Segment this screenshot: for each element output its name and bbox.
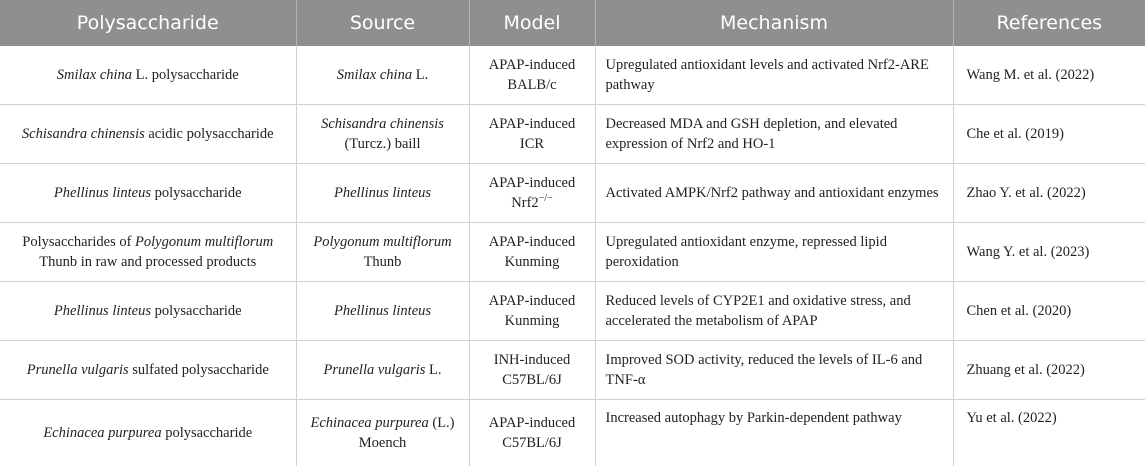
cell-reference[interactable]: Chen et al. (2020) bbox=[953, 282, 1145, 341]
cell-polysaccharide: Polysaccharides of Polygonum multiflorum Thunb in raw and processed products bbox=[0, 223, 296, 282]
table-row bbox=[0, 46, 1145, 105]
cell-reference[interactable]: Wang M. et al. (2022) bbox=[953, 46, 1145, 105]
cell-polysaccharide: Phellinus linteus polysaccharide bbox=[0, 164, 296, 223]
table-row bbox=[0, 400, 1145, 466]
cell-polysaccharide: Echinacea purpurea polysaccharide bbox=[0, 400, 296, 466]
table-row bbox=[0, 105, 1145, 164]
cell-model: APAP-induced Kunming bbox=[469, 223, 595, 282]
cell-mechanism: Decreased MDA and GSH depletion, and elevated expression of Nrf2 and HO-1 bbox=[595, 105, 953, 164]
cell-model: APAP-induced Nrf2−/− bbox=[469, 164, 595, 223]
cell-model: INH-induced C57BL/6J bbox=[469, 341, 595, 400]
cell-reference[interactable]: Zhao Y. et al. (2022) bbox=[953, 164, 1145, 223]
cell-polysaccharide: Smilax china L. polysaccharide bbox=[0, 46, 296, 105]
table-row bbox=[0, 282, 1145, 341]
cell-polysaccharide: Prunella vulgaris sulfated polysaccharide bbox=[0, 341, 296, 400]
cell-source: Phellinus linteus bbox=[296, 164, 469, 223]
cell-source: Schisandra chinensis (Turcz.) baill bbox=[296, 105, 469, 164]
cell-mechanism: Upregulated antioxidant enzyme, repressed lipid peroxidation bbox=[595, 223, 953, 282]
cell-model: APAP-induced BALB/c bbox=[469, 46, 595, 105]
cell-mechanism: Increased autophagy by Parkin-dependent pathway bbox=[595, 400, 953, 466]
header-references: References bbox=[953, 0, 1145, 46]
table-row bbox=[0, 341, 1145, 400]
cell-model: APAP-induced Kunming bbox=[469, 282, 595, 341]
header-source: Source bbox=[296, 0, 469, 46]
cell-source: Prunella vulgaris L. bbox=[296, 341, 469, 400]
cell-mechanism: Reduced levels of CYP2E1 and oxidative stress, and accelerated the metabolism of APAP bbox=[595, 282, 953, 341]
header-model: Model bbox=[469, 0, 595, 46]
cell-reference[interactable]: Che et al. (2019) bbox=[953, 105, 1145, 164]
header-mechanism: Mechanism bbox=[595, 0, 953, 46]
cell-mechanism: Upregulated antioxidant levels and activated Nrf2-ARE pathway bbox=[595, 46, 953, 105]
table-row bbox=[0, 223, 1145, 282]
cell-model: APAP-induced C57BL/6J bbox=[469, 400, 595, 466]
cell-reference[interactable]: Yu et al. (2022) bbox=[953, 400, 1145, 466]
cell-mechanism: Activated AMPK/Nrf2 pathway and antioxidant enzymes bbox=[595, 164, 953, 223]
cell-model: APAP-induced ICR bbox=[469, 105, 595, 164]
cell-source: Polygonum multiflorum Thunb bbox=[296, 223, 469, 282]
table-header-row bbox=[0, 0, 1145, 46]
cell-source: Smilax china L. bbox=[296, 46, 469, 105]
cell-polysaccharide: Phellinus linteus polysaccharide bbox=[0, 282, 296, 341]
cell-reference[interactable]: Zhuang et al. (2022) bbox=[953, 341, 1145, 400]
cell-mechanism: Improved SOD activity, reduced the levels of IL-6 and TNF-α bbox=[595, 341, 953, 400]
cell-polysaccharide: Schisandra chinensis acidic polysaccharide bbox=[0, 105, 296, 164]
cell-source: Phellinus linteus bbox=[296, 282, 469, 341]
header-polysaccharide: Polysaccharide bbox=[0, 0, 296, 46]
cell-source: Echinacea purpurea (L.) Moench bbox=[296, 400, 469, 466]
cell-reference[interactable]: Wang Y. et al. (2023) bbox=[953, 223, 1145, 282]
table-row bbox=[0, 164, 1145, 223]
